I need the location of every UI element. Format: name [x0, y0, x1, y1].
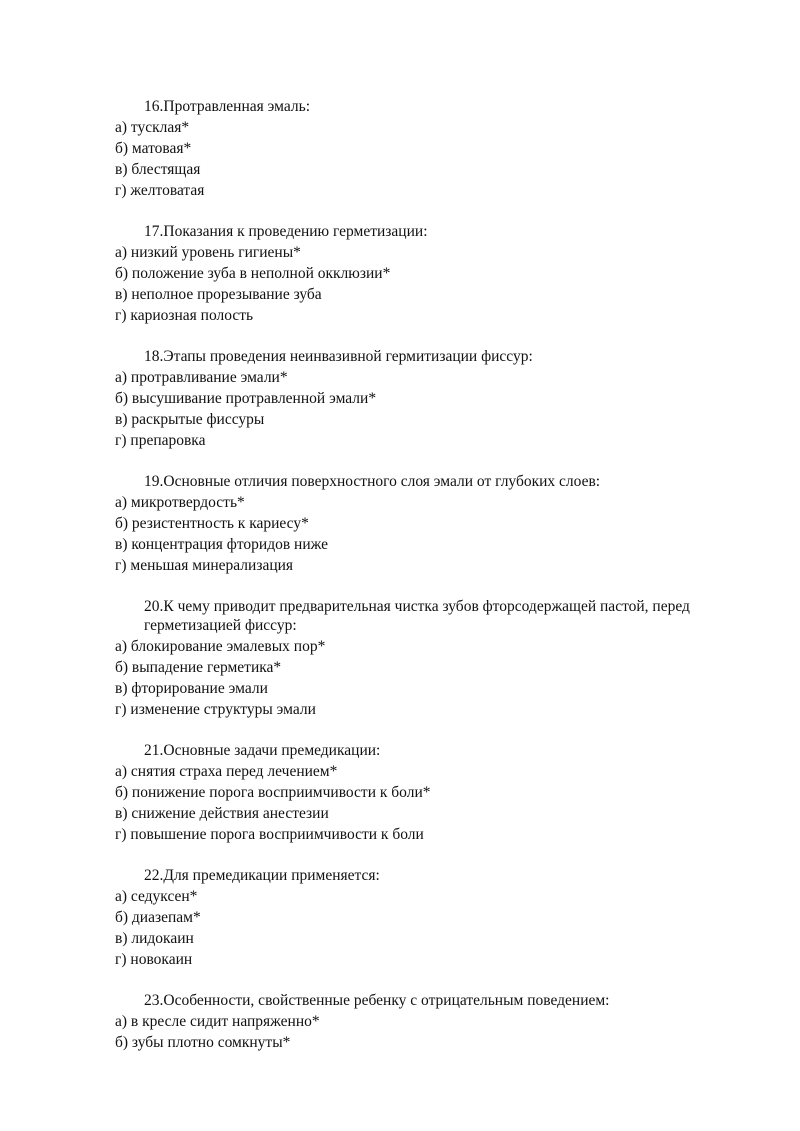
question-block — [115, 741, 725, 845]
answer-option: в) концентрация фторидов ниже — [115, 536, 329, 553]
answer-option: г) изменение структуры эмали — [115, 701, 316, 718]
answer-option: в) снижение действия анестезии — [115, 805, 329, 822]
answer-option: б) диазепам* — [115, 909, 201, 926]
answer-option: г) повышение порога восприимчивости к боли — [115, 826, 424, 843]
answer-option: б) зубы плотно сомкнуты* — [115, 1034, 291, 1051]
answer-option: в) блестящая — [115, 161, 201, 178]
answer-option: а) микротвердость* — [115, 494, 245, 511]
question-text: 21.Основные задачи премедикации: — [144, 742, 381, 759]
answer-option: б) положение зуба в неполной окклюзии* — [115, 265, 391, 282]
question-block — [115, 991, 725, 1053]
question-text: 20.К чему приводит предварительная чистка зубов фторсодержащей пастой, перед герметизацией фиссур: — [144, 598, 690, 634]
question-text: 18.Этапы проведения неинвазивной гермитизации фиссур: — [144, 348, 533, 365]
answer-option: б) выпадение герметика* — [115, 659, 282, 676]
answer-option: а) тусклая* — [115, 119, 190, 136]
answer-option: в) лидокаин — [115, 930, 194, 947]
question-text: 23.Особенности, свойственные ребенку с отрицательным поведением: — [144, 992, 610, 1009]
question-block — [115, 97, 725, 201]
answer-option: в) неполное прорезывание зуба — [115, 286, 322, 303]
question-block — [115, 222, 725, 326]
question-block — [115, 597, 725, 720]
answer-option: а) снятия страха перед лечением* — [115, 763, 338, 780]
answer-option: б) матовая* — [115, 140, 192, 157]
question-block — [115, 866, 725, 970]
question-text: 19.Основные отличия поверхностного слоя эмали от глубоких слоев: — [144, 473, 601, 490]
question-block — [115, 472, 725, 576]
answer-option: г) препаровка — [115, 432, 206, 449]
answer-option: г) желтоватая — [115, 182, 205, 199]
answer-option: а) блокирование эмалевых пор* — [115, 638, 326, 655]
question-text: 17.Показания к проведению герметизации: — [144, 223, 428, 240]
answer-option: б) высушивание протравленной эмали* — [115, 390, 377, 407]
answer-option: г) меньшая минерализация — [115, 557, 294, 574]
answer-option: г) кариозная полость — [115, 307, 254, 324]
question-list — [115, 97, 725, 1074]
answer-option: а) низкий уровень гигиены* — [115, 244, 301, 261]
answer-option: в) фторирование эмали — [115, 680, 268, 697]
answer-option: а) седуксен* — [115, 888, 198, 905]
question-text: 22.Для премедикации применяется: — [144, 867, 380, 884]
answer-option: а) в кресле сидит напряженно* — [115, 1013, 320, 1030]
answer-option: б) резистентность к кариесу* — [115, 515, 309, 532]
question-text: 16.Протравленная эмаль: — [144, 98, 311, 115]
answer-option: г) новокаин — [115, 951, 193, 968]
question-block — [115, 347, 725, 451]
answer-option: б) понижение порога восприимчивости к боли* — [115, 784, 431, 801]
answer-option: а) протравливание эмали* — [115, 369, 288, 386]
answer-option: в) раскрытые фиссуры — [115, 411, 265, 428]
